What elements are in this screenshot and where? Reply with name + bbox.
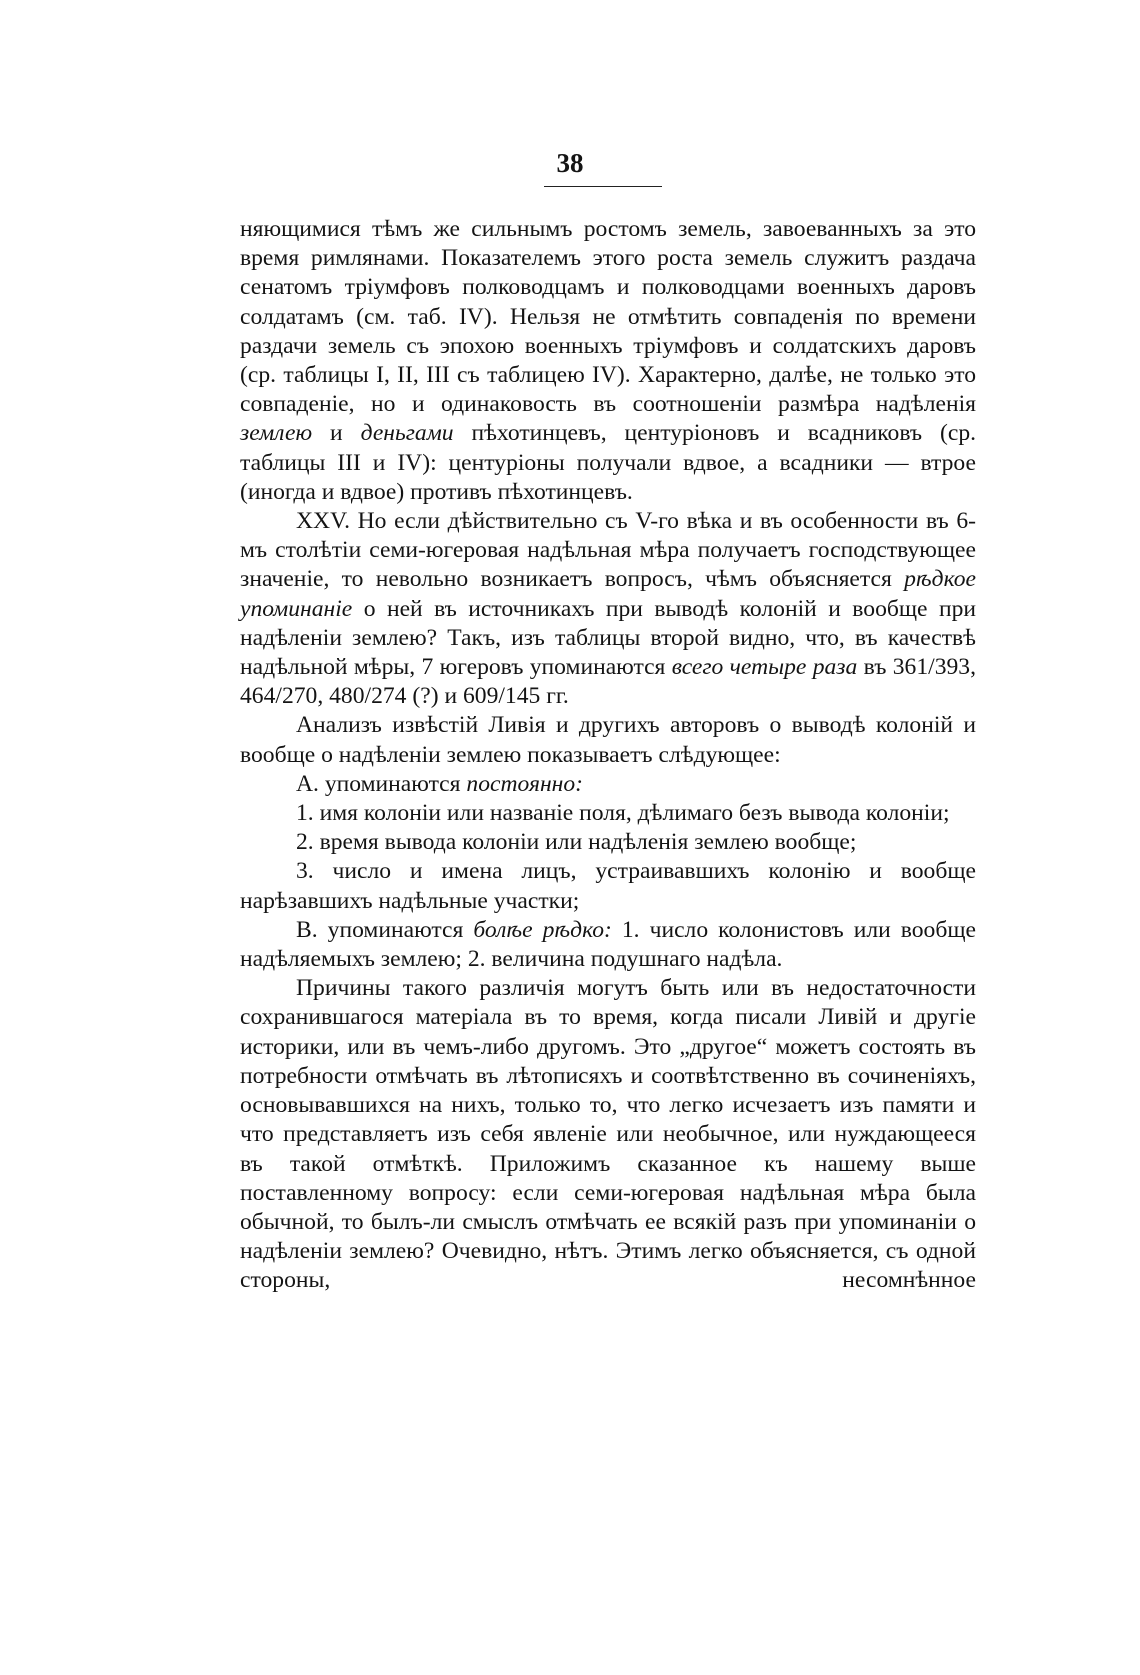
text-span: о ней въ источникахъ при выводѣ колоній и вообще при надѣленіи землею? Такъ, изъ таблицы второй видно, что, въ качествѣ надѣльной мѣры, 7 югеровъ упоминаются bbox=[240, 595, 976, 681]
list-item-1: 1. имя колоніи или названіе поля, дѣлимаго безъ вывода колоніи; bbox=[296, 800, 950, 827]
text-span: A. упоминаются bbox=[296, 770, 461, 797]
body-text bbox=[240, 215, 976, 1296]
italic-term: болѣе рѣдко: bbox=[473, 916, 612, 943]
text-span: и bbox=[330, 420, 343, 447]
list-a-heading bbox=[240, 770, 976, 799]
paragraph-xxv bbox=[240, 507, 976, 711]
list-b bbox=[240, 916, 976, 974]
paragraph-analysis: Анализъ извѣстій Ливія и другихъ авторовъ о выводѣ колоній и вообще о надѣленіи землею показываетъ слѣдующее: bbox=[240, 712, 976, 768]
text-span: въ 361/393, 464/270, 480/274 (?) и 609/145 гг. bbox=[240, 654, 976, 710]
italic-term: всего четыре раза bbox=[671, 654, 858, 681]
italic-term: постоянно: bbox=[466, 770, 584, 797]
text-span: пѣхотинцевъ, центуріоновъ и всадниковъ (ср. таблицы III и IV): центуріоны получали вдвое, а всадники — втрое (иногда и вдвое) противъ пѣхотинцевъ. bbox=[240, 420, 977, 505]
text-span: няющимися тѣмъ же сильнымъ ростомъ земель, завоеванныхъ за это время римлянами. Показателемъ этого роста земель служитъ раздача сенатомъ тріумфовъ полководцамъ и полководцами военныхъ даровъ солдатамъ (см. таб. IV). Нельзя не отмѣтить совпаденія по времени раздачи земель съ эпохою военныхъ тріумфовъ и солдатскихъ даровъ (ср. таблицы I, II, III съ таблицею IV). Характерно, далѣе, не только это совпаденіе, но и одинаковость въ соотношеніи размѣра надѣленія bbox=[240, 216, 976, 418]
list-item-3: 3. число и имена лицъ, устраивавшихъ колонію и вообще нарѣзавшихъ надѣльные участки; bbox=[240, 858, 976, 914]
page-number-rule bbox=[544, 186, 662, 187]
paragraph-reasons: Причины такого различія могутъ быть или въ недостаточности сохранившагося матеріала въ то время, когда писали Ливій и другіе историки, или въ чемъ-либо другомъ. Это „другое“ можетъ состоять въ потребности отмѣчать въ лѣтописяхъ и соотвѣтственно въ сочиненіяхъ, основывавшихся на нихъ, только то, что легко исчезаетъ изъ памяти и что представляетъ изъ себя явленіе или необычное, или нуждающееся въ такой отмѣткѣ. Приложимъ сказанное къ нашему выше поставленному вопросу: если семи-югеровая надѣльная мѣра была обычной, то былъ-ли смыслъ отмѣчать ее всякій разъ при упоминаніи о надѣленіи землею? Очевидно, нѣтъ. Этимъ легко объясняется, съ одной стороны, несомнѣнное bbox=[240, 975, 976, 1294]
text-span: B. упоминаются bbox=[296, 916, 464, 943]
italic-term: землею bbox=[240, 420, 313, 447]
italic-term: деньгами bbox=[360, 420, 454, 447]
italic-term: рѣдкое упоминаніе bbox=[240, 566, 976, 622]
text-span: 1. число колонистовъ или вообще надѣляемыхъ землею; 2. величина подушнаго надѣла. bbox=[240, 916, 976, 973]
paragraph-triumphs bbox=[240, 215, 976, 507]
list-item-2: 2. время вывода колоніи или надѣленія землею вообще; bbox=[296, 829, 857, 856]
text-span: XXV. Но если дѣйствительно съ V-го вѣка и въ особенности въ 6-мъ столѣтіи семи-югеровая надѣльная мѣра получаетъ господствующее значеніе, то невольно возникаетъ вопросъ, чѣмъ объясняется bbox=[240, 508, 976, 593]
page-number: 38 bbox=[556, 148, 584, 178]
